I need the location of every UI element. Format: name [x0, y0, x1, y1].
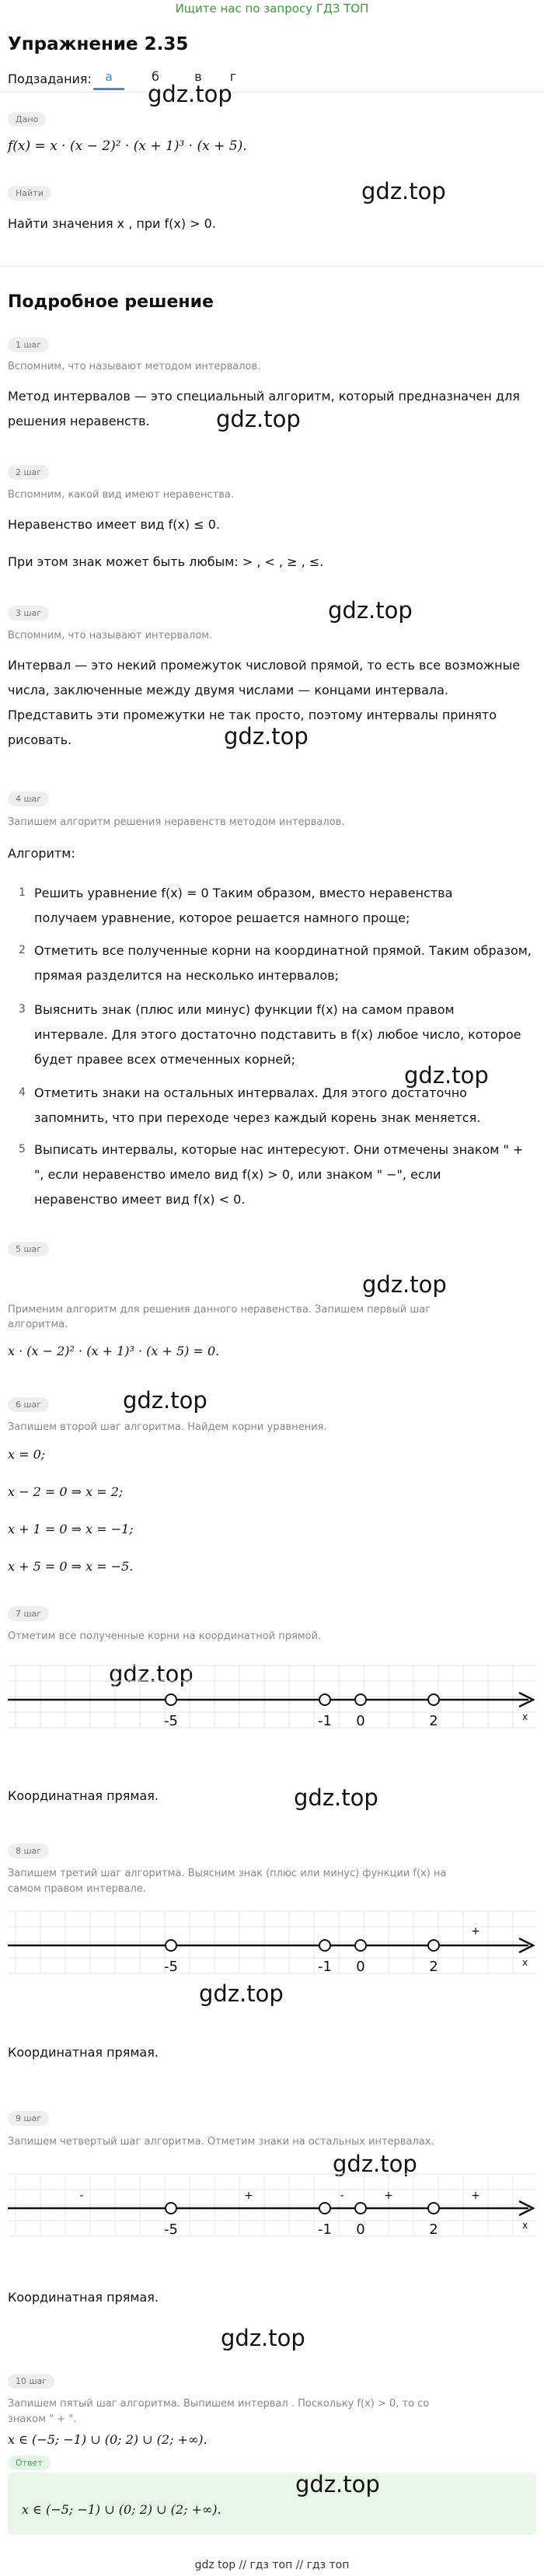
step-text: x + 1 = 0 ⇒ x = −1; — [8, 1522, 134, 1536]
tab-v[interactable]: в — [194, 69, 202, 84]
watermark: gdz.top — [361, 178, 446, 204]
step-text: Неравенство имеет вид f(x) ≤ 0. — [8, 517, 220, 532]
step-badge: 9 шаг — [8, 2111, 49, 2126]
step-hint: Запишем пятый шаг алгоритма. Выпишем интервал . Поскольку f(x) > 0, то со — [8, 2398, 430, 2410]
number-line-step7 — [0, 1648, 544, 1749]
interval-sign: + — [471, 1925, 480, 1938]
step-badge: 7 шаг — [8, 1606, 49, 1621]
step-hint: Применим алгоритм для решения данного неравенства. Запишем первый шаг — [8, 1304, 431, 1316]
root-label: 2 — [429, 2221, 438, 2238]
step-hint: Вспомним, какой вид имеют неравенства. — [8, 489, 235, 501]
root-point — [319, 1940, 330, 1951]
watermark: gdz.top — [109, 1661, 194, 1687]
step-text: Алгоритм: — [8, 846, 75, 861]
step-text: x ∈ (−5; −1) ∪ (0; 2) ∪ (2; +∞). — [8, 2432, 207, 2447]
watermark: gdz.top — [199, 1980, 284, 2007]
step-badge: 5 шаг — [8, 1242, 49, 1257]
step-text: Представить эти промежутки не так просто, поэтому интервалы принято — [8, 708, 497, 722]
step-badge: 1 шаг — [8, 337, 49, 352]
find-text: Найти значения x , при f(x) > 0. — [8, 216, 216, 231]
step-hint: знаком " + ". — [8, 2413, 77, 2425]
interval-sign: - — [340, 2190, 344, 2202]
algorithm-item: Отметить все полученные корни на координатной прямой. Таким образом, — [34, 943, 532, 958]
interval-sign: + — [384, 2190, 393, 2202]
root-label: -1 — [318, 1713, 332, 1729]
interval-sign: + — [471, 2190, 480, 2202]
root-point — [166, 1694, 176, 1705]
step-hint: Запишем алгоритм решения неравенств методом интервалов. — [8, 816, 345, 828]
algorithm-number: 2 — [19, 944, 26, 956]
root-label: -5 — [164, 1713, 178, 1729]
root-point — [428, 1940, 439, 1951]
interval-sign: - — [79, 2190, 84, 2202]
algorithm-item: интервале. Для этого достаточно подставить в f(x) любое число, которое — [34, 1027, 521, 1042]
tab-a[interactable]: а — [105, 69, 113, 84]
watermark: gdz.top — [328, 597, 413, 624]
figure-caption: Координатная прямая. — [8, 2290, 159, 2305]
root-label: -5 — [164, 2221, 178, 2238]
answer-badge: Ответ — [8, 2455, 51, 2470]
given-formula: f(x) = x · (x − 2)² · (x + 1)³ · (x + 5). — [8, 138, 247, 154]
step-hint: Запишем четвертый шаг алгоритма. Отметим знаки на остальных интервалах. — [8, 2136, 434, 2148]
step-hint: алгоритма. — [8, 1319, 68, 1330]
algorithm-item: Выписать интервалы, которые нас интересуют. Они отмечены знаком " + — [34, 1142, 524, 1157]
interval-sign: + — [244, 2190, 253, 2202]
step-text: рисовать. — [8, 732, 72, 747]
divider — [0, 92, 544, 93]
algorithm-item: Решить уравнение f(x) = 0 Таким образом, вместо неравенства — [34, 886, 453, 900]
root-point — [319, 2203, 330, 2214]
root-label: -5 — [164, 1959, 178, 1975]
root-label: 0 — [356, 2221, 365, 2238]
tab-b[interactable]: б — [152, 69, 159, 84]
watermark: gdz.top — [333, 2151, 417, 2177]
algorithm-item: получаем уравнение, которое решается намного проще; — [34, 911, 410, 925]
axis-label: x — [522, 1711, 528, 1722]
algorithm-number: 1 — [19, 886, 26, 899]
watermark: gdz.top — [123, 1387, 207, 1414]
page-title: Упражнение 2.35 — [8, 34, 189, 54]
step-hint: Запишем второй шаг алгоритма. Найдем корни уравнения. — [8, 1421, 327, 1433]
step-text: При этом знак может быть любым: > , < , ≥ , ≤. — [8, 554, 324, 569]
step-text: решения неравенств. — [8, 414, 150, 428]
figure-caption: Координатная прямая. — [8, 1788, 159, 1803]
step-hint: Вспомним, что называют методом интервалов. — [8, 361, 261, 372]
number-line-step9 — [0, 2154, 544, 2255]
root-label: -1 — [318, 2221, 332, 2238]
step-hint: самом правом интервале. — [8, 1883, 146, 1895]
root-label: 0 — [356, 1959, 365, 1975]
watermark: gdz.top — [224, 723, 309, 750]
given-badge: Дано — [8, 112, 46, 127]
algorithm-number: 3 — [19, 1003, 26, 1015]
tab-g[interactable]: г — [229, 69, 237, 84]
find-badge: Найти — [8, 186, 51, 201]
root-point — [355, 2203, 366, 2214]
root-point — [428, 1694, 439, 1705]
root-label: 2 — [429, 1959, 438, 1975]
step-badge: 4 шаг — [8, 792, 49, 806]
step-text: Метод интервалов — это специальный алгоритм, который предназначен для — [8, 389, 520, 404]
figure-caption: Координатная прямая. — [8, 2045, 159, 2060]
watermark: gdz.top — [294, 1784, 378, 1811]
step-text: x · (x − 2)² · (x + 1)³ · (x + 5) = 0. — [8, 1344, 220, 1358]
algorithm-item: прямая разделится на несколько интервалов; — [34, 968, 340, 983]
root-point — [355, 1940, 366, 1951]
root-label: 2 — [429, 1713, 438, 1729]
step-text: Интервал — это некий промежуток числовой прямой, то есть все возможные — [8, 658, 521, 673]
solution-title: Подробное решение — [8, 292, 214, 312]
algorithm-item: будет правее всех отмеченных корней; — [34, 1052, 296, 1067]
step-badge: 8 шаг — [8, 1844, 49, 1858]
root-point — [428, 2203, 439, 2214]
step-badge: 3 шаг — [8, 606, 49, 620]
watermark: gdz.top — [362, 1271, 447, 1298]
step-badge: 10 шаг — [8, 2374, 54, 2389]
algorithm-item: ", если неравенство имело вид f(x) > 0, или знаком " −", если — [34, 1167, 441, 1182]
step-text: числа, заключенные между двумя числами — концами интервала. — [8, 683, 449, 697]
step-hint: Вспомним, что называют интервалом. — [8, 630, 213, 641]
watermark: gdz.top — [221, 2325, 305, 2351]
axis-label: x — [522, 2220, 528, 2231]
algorithm-item: запомнить, что при переходе через каждый корень знак меняется. — [34, 1110, 481, 1125]
step-text: x + 5 = 0 ⇒ x = −5. — [8, 1559, 134, 1574]
step-text: x = 0; — [8, 1447, 46, 1462]
step-badge: 6 шаг — [8, 1397, 49, 1412]
watermark: gdz.top — [404, 1062, 489, 1089]
watermark: gdz.top — [216, 406, 301, 432]
algorithm-item: неравенство имеет вид f(x) < 0. — [34, 1192, 246, 1207]
step-hint: Запишем третий шаг алгоритма. Выясним знак (плюс или минус) функции f(x) на — [8, 1868, 447, 1879]
algorithm-item: Отметить знаки на остальных интервалах. Для этого достаточно — [34, 1085, 467, 1100]
axis-label: x — [522, 1957, 528, 1968]
root-point — [166, 2203, 176, 2214]
active-tab-indicator — [93, 88, 124, 90]
step-badge: 2 шаг — [8, 465, 49, 480]
divider — [0, 266, 544, 267]
root-label: 0 — [356, 1713, 365, 1729]
search-banner: Ищите нас по запросу ГДЗ ТОП — [175, 2, 369, 16]
step-text: x − 2 = 0 ⇒ x = 2; — [8, 1484, 124, 1499]
step-hint: Отметим все полученные корни на координатной прямой. — [8, 1631, 322, 1642]
algorithm-number: 5 — [19, 1143, 26, 1155]
root-point — [319, 1694, 330, 1705]
root-point — [166, 1940, 176, 1951]
watermark: gdz.top — [148, 81, 232, 107]
watermark: gdz.top — [295, 2471, 380, 2497]
root-label: -1 — [318, 1959, 332, 1975]
algorithm-number: 4 — [19, 1086, 26, 1099]
root-point — [355, 1694, 366, 1705]
subtasks-label: Подзадания: — [8, 72, 92, 86]
algorithm-item: Выяснить знак (плюс или минус) функции f(x) на самом правом — [34, 1002, 455, 1017]
footer-links[interactable]: gdz top // гдз топ // гдз топ — [194, 2559, 350, 2571]
answer-text: x ∈ (−5; −1) ∪ (0; 2) ∪ (2; +∞). — [22, 2502, 221, 2517]
